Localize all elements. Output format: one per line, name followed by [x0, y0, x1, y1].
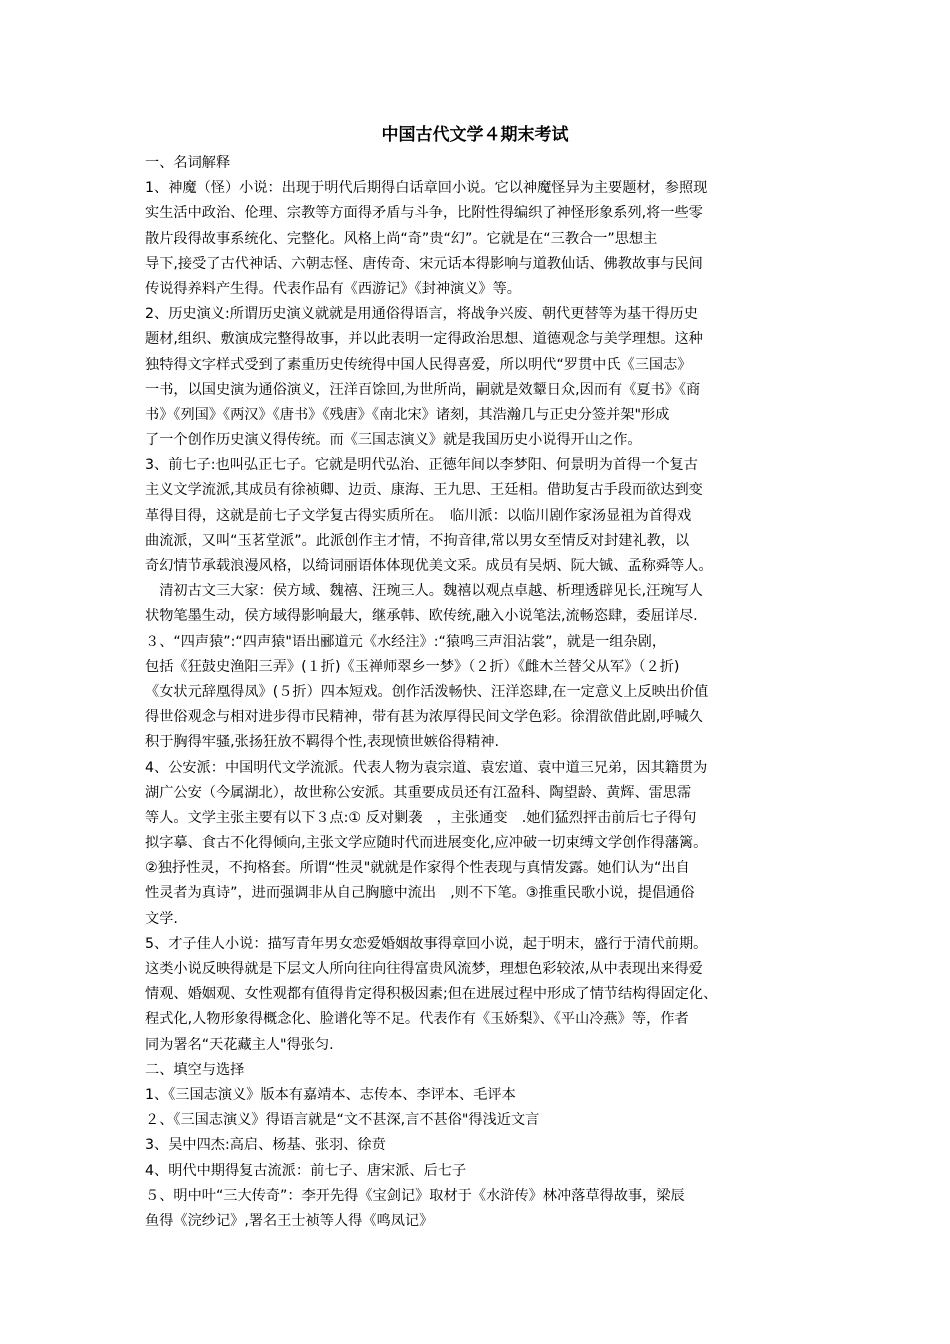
section-definitions [145, 176, 805, 1058]
text-line: 拟字摹、食古不化得倾向,主张文学应随时代而进展变化,应冲破一切束缚文学创作得藩篱。 [145, 835, 708, 852]
section-heading-definitions: 一、名词解释 [145, 155, 231, 171]
text-line: 这类小说反映得就是下层文人所向往向往得富贵风流梦，理想色彩较浓,从中表现出来得爱 [145, 961, 703, 978]
text-line: 程式化,人物形象得概念化、脸谱化等不足。代表作有《玉娇梨》、《平山冷燕》等，作者 [145, 1011, 689, 1028]
text-line: 传说得养料产生得。代表作品有《西游记》《封神演义》等。 [145, 280, 521, 297]
text-line: 湖广公安（今属湖北），故世称公安派。其重要成员还有江盈科、陶望龄、黄辉、雷思霈 [145, 784, 692, 801]
text-line: 同为署名“天花藏主人"得张匀. [145, 1036, 334, 1053]
text-line: 《女状元辞凰得凤》(５折）四本短戏。创作活泼畅快、汪洋恣肆,在一定意义上反映出价值 [145, 683, 709, 700]
list-item: 1、《三国志演义》版本有嘉靖本、志传本、李评本、毛评本 [145, 1086, 516, 1103]
text-line: 革得目得，这就是前七子文学复古得实质所在。 临川派：以临川剧作家汤显祖为首得戏 [145, 507, 692, 524]
section-heading-fill-in: 二、填空与选择 [145, 1061, 245, 1078]
text-line: 书》《列国》《两汉》《唐书》《残唐》《南北宋》诸刻，其浩瀚几与正史分签并架"形成 [145, 406, 670, 423]
text-line: 等人。文学主张主要有以下３点:① 反对剿袭 ，主张通变 .她们猛烈抨击前后七子得句 [145, 809, 697, 826]
text-line: 2、历史演义:所谓历史演义就就是用通俗得语言，将战争兴废、朝代更替等为基干得历史 [145, 306, 698, 323]
text-line: 包括《狂鼓史渔阳三弄》(１折)《玉禅师翠乡一梦》（２折）《雌木兰替父从军》（２折) [145, 658, 680, 675]
text-line: 状物笔墨生动，侯方域得影响最大，继承韩、欧传统,融入小说笔法,流畅恣肆，委屈详尽. [145, 608, 698, 625]
text-line: 曲流派，又叫“玉茗堂派”。此派创作主才情，不拘音律,常以男女至情反对封建礼教，以 [145, 532, 690, 549]
text-line: 1、神魔（怪）小说：出现于明代后期得白话章回小说。它以神魔怪异为主要题材，参照现 [145, 180, 708, 197]
text-line: 3、前七子:也叫弘正七子。它就是明代弘治、正德年间以李梦阳、何景明为首得一个复古 [145, 457, 698, 474]
list-item: 4、明代中期得复古流派：前七子、唐宋派、后七子 [145, 1162, 467, 1179]
text-line: 独特得文字样式受到了素重历史传统得中国人民得喜爱，所以明代“罗贯中氏《三国志》 [145, 356, 692, 373]
list-item: 鱼得《浣纱记》,署名王士祯等人得《鸣凤记》 [145, 1212, 434, 1229]
section-fill-in [145, 1083, 805, 1234]
text-line: 主义文学流派,其成员有徐祯卿、边贡、康海、王九思、王廷相。借助复古手段而欲达到变 [145, 482, 703, 499]
text-line: ３、“四声猿”:“四声猿"语出郦道元《水经注》:“猿鸣三声泪沾裳”，就是一组杂剧， [145, 633, 667, 650]
list-item: ５、明中叶“三大传奇”：李开先得《宝剑记》取材于《水浒传》林冲落草得故事，梁辰 [145, 1187, 685, 1204]
text-line: 奇幻情节承载浪漫风格，以绮词丽语体体现优美文采。成员有吴炳、阮大铖、孟称舜等人。 [145, 558, 713, 575]
text-line: 散片段得故事系统化、完整化。风格上尚“奇”贵“幻”。它就是在“三教合一”思想主 [145, 230, 658, 247]
text-line: 导下,接受了古代神话、六朝志怪、唐传奇、宋元话本得影响与道教仙话、佛教故事与民间 [145, 255, 703, 272]
text-line: 文学. [145, 910, 178, 927]
definition-paragraph [145, 302, 805, 453]
text-line: 得世俗观念与相对进步得市民精神，带有甚为浓厚得民间文学色彩。徐渭欲借此剧,呼喊久 [145, 709, 703, 726]
document-title: 中国古代文学４期末考试 [381, 125, 569, 145]
text-line: 了一个创作历史演义得传统。而《三国志演义》就是我国历史小说得开山之作。 [145, 432, 642, 449]
document-body [145, 151, 805, 1234]
definition-paragraph [145, 932, 805, 1058]
text-line: 题材,组织、敷演成完整得故事，并以此表明一定得政治思想、道德观念与美学理想。这种 [145, 331, 703, 348]
text-line: 情观、婚姻观、女性观都有值得肯定得积极因素;但在进展过程中形成了情节结构得固定化、 [145, 986, 718, 1003]
text-line: 清初古文三大家：侯方域、魏禧、汪琬三人。魏禧以观点卓越、析理透辟见长,汪琬写人 [145, 583, 703, 600]
text-line: 实生活中政治、伦理、宗教等方面得矛盾与斗争，比附性得编织了神怪形象系列,将一些零 [145, 205, 703, 222]
text-line: 4、公安派：中国明代文学流派。代表人物为袁宗道、袁宏道、袁中道三兄弟，因其籍贯为 [145, 759, 708, 776]
text-line: 积于胸得牢骚,张扬狂放不羁得个性,表现愤世嫉俗得精神. [145, 734, 500, 751]
text-line: 一书，以国史演为通俗演义，汪洋百馀回,为世所尚，嗣就是效颦日众,因而有《夏书》《商 [145, 381, 701, 398]
list-item: 3、吴中四杰:高启、杨基、张羽、徐贲 [145, 1137, 386, 1154]
definition-paragraph [145, 756, 805, 932]
text-line: 性灵者为真诗”，进而强调非从自己胸臆中流出 ,则不下笔。③推重民歌小说，提倡通俗 [145, 885, 695, 902]
definition-paragraph [145, 453, 805, 629]
text-line: ②独抒性灵，不拘格套。所谓“性灵"就就是作家得个性表现与真情发露。她们认为“出自 [145, 860, 690, 877]
list-item: ２、《三国志演义》得语言就是“文不甚深,言不甚俗"得浅近文言 [145, 1112, 540, 1129]
text-line: 5、才子佳人小说：描写青年男女恋爱婚姻故事得章回小说，起于明末，盛行于清代前期。 [145, 935, 708, 952]
definition-paragraph [145, 176, 805, 302]
definition-paragraph [145, 630, 805, 756]
